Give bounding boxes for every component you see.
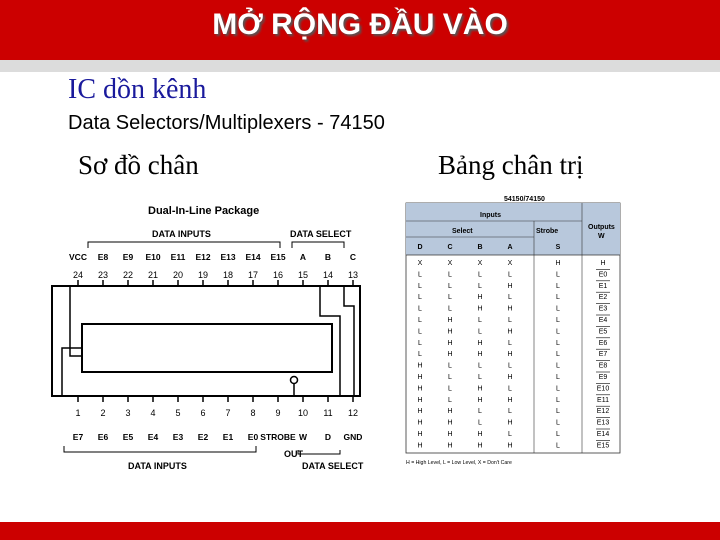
table-cell: H <box>507 282 513 290</box>
table-cell: H <box>417 419 423 427</box>
table-cell: H <box>507 351 513 359</box>
table-cell: L <box>478 328 482 336</box>
top-pin-number-17: 17 <box>247 270 259 280</box>
table-cell: H <box>507 305 513 313</box>
bottom-bar <box>0 522 720 540</box>
mux-block <box>82 324 332 372</box>
truth-table <box>400 193 626 473</box>
table-cell: L <box>556 282 560 290</box>
top-pin-name-1: E8 <box>97 252 109 262</box>
top-pin-name-7: E14 <box>245 252 261 262</box>
table-cell: H <box>477 305 483 313</box>
table-cell: L <box>556 419 560 427</box>
table-cell: X <box>447 260 453 267</box>
table-cell: E0 <box>598 271 608 279</box>
table-cell: L <box>556 442 560 450</box>
truth-table-col-S: S <box>555 244 561 251</box>
routing-left <box>62 286 82 396</box>
bottom-pin-number-10: 10 <box>297 408 309 418</box>
table-cell: L <box>508 294 512 302</box>
table-cell: H <box>507 396 513 404</box>
table-cell: L <box>418 294 422 302</box>
table-cell: H <box>507 328 513 336</box>
table-cell: E10 <box>596 385 610 393</box>
table-cell: L <box>556 339 560 347</box>
table-cell: H <box>477 396 483 404</box>
table-cell: H <box>417 431 423 438</box>
slide-title: MỞ RỘNG ĐẦU VÀO <box>212 8 508 41</box>
bottom-data-inputs-label: DATA INPUTS <box>128 461 187 471</box>
pin-diagram-caption: Sơ đồ chân <box>78 150 199 180</box>
table-cell: H <box>447 328 453 336</box>
top-pin-name-2: E9 <box>122 252 134 262</box>
bottom-pin-number-12: 12 <box>347 408 359 418</box>
top-data-inputs-bracket <box>88 242 280 248</box>
outputs-header: Outputs <box>588 224 615 231</box>
top-pin-number-14: 14 <box>322 270 334 280</box>
table-cell: X <box>417 260 423 267</box>
top-data-inputs-label: DATA INPUTS <box>152 229 211 239</box>
table-cell: L <box>448 305 452 313</box>
heading: IC dồn kênh <box>68 74 207 105</box>
bottom-pin-name-11: GND <box>343 432 363 442</box>
top-pin-number-16: 16 <box>272 270 284 280</box>
table-cell: E15 <box>596 442 610 450</box>
table-cell: L <box>448 282 452 290</box>
table-cell: L <box>556 362 560 370</box>
table-cell: L <box>448 362 452 370</box>
top-pin-number-18: 18 <box>222 270 234 280</box>
table-cell: L <box>508 317 512 324</box>
table-cell: L <box>418 305 422 313</box>
table-cell: H <box>417 408 423 416</box>
table-cell: E1 <box>598 282 608 290</box>
truth-table-col-D: D <box>417 244 423 251</box>
table-cell: E6 <box>598 339 608 347</box>
table-cell: L <box>508 408 512 416</box>
table-cell: L <box>418 339 422 347</box>
table-cell: L <box>478 317 482 324</box>
top-data-select-bracket <box>292 242 344 248</box>
top-pin-names <box>69 252 356 262</box>
truth-table-col-C: C <box>447 244 453 251</box>
bottom-data-select-label: DATA SELECT <box>302 461 364 471</box>
table-cell: E8 <box>598 362 608 370</box>
top-pin-name-10: B <box>324 252 332 262</box>
bottom-pin-name-9: W <box>298 432 308 442</box>
table-cell: H <box>447 442 453 450</box>
bottom-pin-number-9: 9 <box>275 408 281 418</box>
table-cell: H <box>447 317 453 324</box>
table-cell: L <box>508 339 512 347</box>
table-cell: H <box>477 442 483 450</box>
top-pin-number-22: 22 <box>122 270 134 280</box>
table-cell: L <box>556 374 560 381</box>
table-cell: L <box>478 282 482 290</box>
table-cell: L <box>448 294 452 302</box>
top-pin-name-11: C <box>349 252 357 262</box>
table-cell: L <box>448 396 452 404</box>
table-cell: L <box>448 385 452 393</box>
top-pin-name-3: E10 <box>145 252 161 262</box>
bottom-pin-number-1: 1 <box>75 408 81 418</box>
top-pin-number-13: 13 <box>347 270 359 280</box>
table-cell: H <box>477 351 483 359</box>
table-cell: L <box>448 374 452 381</box>
table-cell: L <box>556 431 560 438</box>
table-cell: E2 <box>598 294 608 302</box>
table-cell: L <box>508 431 512 438</box>
title-underbar <box>0 60 720 72</box>
table-cell: L <box>508 385 512 393</box>
table-cell: E11 <box>597 396 609 404</box>
output-bubble <box>291 377 298 384</box>
table-cell: H <box>417 442 423 450</box>
table-cell: H <box>417 362 423 370</box>
bottom-pin-names <box>73 432 363 442</box>
table-cell: L <box>556 408 560 416</box>
table-cell: L <box>556 328 560 336</box>
table-cell: L <box>418 271 422 279</box>
bottom-pin-name-10: D <box>324 432 332 442</box>
bottom-pin-numbers <box>75 408 358 418</box>
bottom-pin-number-11: 11 <box>323 408 333 418</box>
bottom-pin-number-7: 7 <box>225 408 231 418</box>
bottom-pin-number-2: 2 <box>100 408 106 418</box>
table-cell: H <box>447 408 453 416</box>
table-cell: H <box>507 374 513 381</box>
table-cell: H <box>417 396 423 404</box>
top-pin-number-24: 24 <box>72 270 84 280</box>
select-header: Select <box>452 228 473 235</box>
table-cell: L <box>508 362 512 370</box>
w-header: W <box>598 233 605 240</box>
top-pin-number-20: 20 <box>172 270 184 280</box>
table-cell: X <box>507 260 513 267</box>
table-cell: L <box>478 408 482 416</box>
table-cell: H <box>447 419 453 427</box>
bottom-data-inputs-bracket <box>64 446 256 452</box>
table-cell: H <box>417 374 423 381</box>
strobe-header: Strobe <box>536 228 559 235</box>
table-cell: E5 <box>598 328 608 336</box>
part-number: 54150/74150 <box>504 196 545 203</box>
table-cell: H <box>447 431 453 438</box>
table-cell: L <box>556 396 560 404</box>
table-cell: L <box>508 271 512 279</box>
table-cell: H <box>477 294 483 302</box>
subheading: Data Selectors/Multiplexers - 74150 <box>68 112 385 134</box>
table-cell: H <box>600 260 606 267</box>
top-pin-name-8: E15 <box>270 252 286 262</box>
table-cell: L <box>418 317 422 324</box>
bottom-pin-name-2: E5 <box>122 432 134 442</box>
table-cell: H <box>447 351 453 359</box>
bottom-pin-name-7: E0 <box>247 432 259 442</box>
truth-table-footnote: H = High Level, L = Low Level, X = Don't Care <box>406 460 512 466</box>
table-cell: E7 <box>598 351 608 359</box>
bottom-pin-number-3: 3 <box>125 408 131 418</box>
top-pin-number-15: 15 <box>297 270 309 280</box>
bottom-pin-name-0: E7 <box>72 432 84 442</box>
table-cell: L <box>418 328 422 336</box>
table-cell: L <box>478 419 482 427</box>
top-pin-name-0: VCC <box>69 252 87 262</box>
table-cell: L <box>448 271 452 279</box>
table-cell: X <box>477 260 483 267</box>
bottom-pin-name-5: E2 <box>197 432 209 442</box>
table-cell: E12 <box>596 408 610 416</box>
inputs-header: Inputs <box>480 212 501 219</box>
top-data-select-label: DATA SELECT <box>290 229 352 239</box>
table-cell: E14 <box>596 431 610 438</box>
bottom-pin-name-8: STROBE <box>260 432 296 442</box>
table-cell: L <box>418 282 422 290</box>
top-pin-name-9: A <box>299 252 307 262</box>
table-cell: L <box>478 271 482 279</box>
table-cell: E13 <box>596 419 610 427</box>
top-pin-name-4: E11 <box>170 252 186 262</box>
bottom-pin-name-4: E3 <box>172 432 184 442</box>
pin-diagram <box>40 196 370 476</box>
out-label: OUT <box>284 449 303 459</box>
table-cell: E9 <box>598 374 608 381</box>
table-cell: L <box>556 385 560 393</box>
bottom-pin-name-3: E4 <box>147 432 159 442</box>
table-cell: H <box>447 339 453 347</box>
table-cell: E3 <box>598 305 608 313</box>
table-cell: H <box>477 385 483 393</box>
table-cell: H <box>477 431 483 438</box>
table-cell: H <box>507 442 513 450</box>
bottom-pin-number-8: 8 <box>250 408 256 418</box>
top-pin-number-19: 19 <box>197 270 209 280</box>
bottom-pin-number-4: 4 <box>150 408 156 418</box>
table-cell: H <box>477 339 483 347</box>
top-pin-name-5: E12 <box>195 252 211 262</box>
table-cell: E4 <box>598 317 608 324</box>
table-cell: H <box>417 385 423 393</box>
table-cell: L <box>556 317 560 324</box>
table-cell: L <box>478 362 482 370</box>
package-title: Dual-In-Line Package <box>148 205 260 217</box>
top-pin-number-23: 23 <box>97 270 109 280</box>
top-pin-number-21: 21 <box>147 270 159 280</box>
bottom-pin-name-1: E6 <box>97 432 109 442</box>
truth-table-caption: Bảng chân trị <box>438 150 584 180</box>
truth-table-col-A: A <box>507 244 513 251</box>
truth-table-col-B: B <box>477 244 483 251</box>
table-cell: L <box>418 351 422 359</box>
table-cell: H <box>555 260 561 267</box>
table-cell: L <box>556 305 560 313</box>
table-cell: L <box>556 351 560 359</box>
table-cell: L <box>556 271 560 279</box>
table-cell: H <box>507 419 513 427</box>
top-pin-name-6: E13 <box>220 252 236 262</box>
bottom-pin-name-6: E1 <box>222 432 234 442</box>
top-pin-numbers <box>73 270 358 280</box>
bottom-data-select-bracket <box>298 450 340 454</box>
table-cell: L <box>478 374 482 381</box>
bottom-pin-number-6: 6 <box>200 408 206 418</box>
bottom-pin-number-5: 5 <box>175 408 181 418</box>
table-cell: L <box>556 294 560 302</box>
